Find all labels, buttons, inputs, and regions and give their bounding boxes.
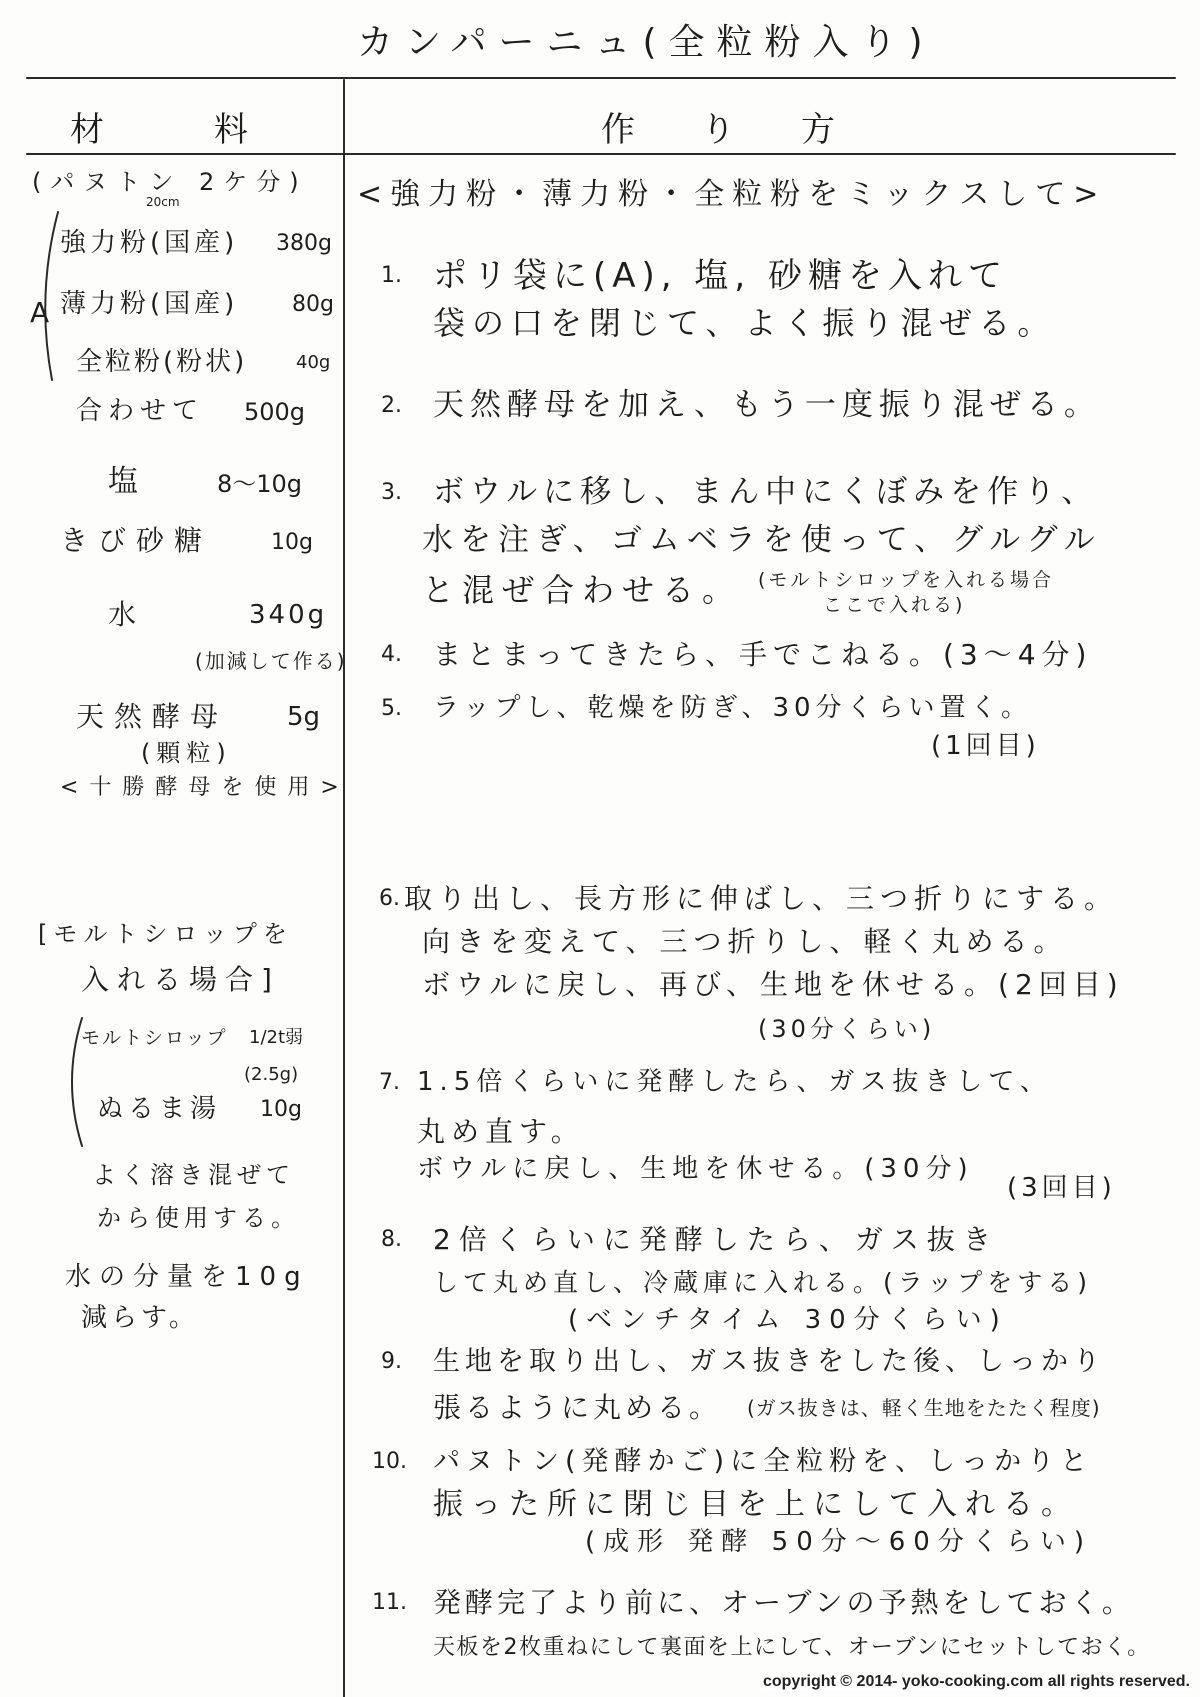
ingredient-amount: 40g <box>296 352 331 373</box>
step-number: 10. <box>372 1449 407 1474</box>
combined-label: 合わせて <box>76 396 205 426</box>
water-adjust-note: 水の分量を10g <box>65 1262 309 1292</box>
malt-heading: [モルトシロップを <box>38 920 293 948</box>
step-line: 袋の口を閉じて、よく振り混ぜる。 <box>433 304 1057 342</box>
step-line: 生地を取り出し、ガス抜きをした後、しっかり <box>433 1346 1105 1377</box>
step-line: ラップし、乾燥を防ぎ、30分くらい置く。 <box>433 693 1033 723</box>
step-number: 6. <box>379 886 400 911</box>
step-note: (モルトシロップを入れる場合 <box>758 569 1055 591</box>
malt-instruction: よく溶き混ぜて <box>92 1161 295 1189</box>
ingredient-amount: 5g <box>287 702 321 732</box>
group-a-label: A <box>30 296 50 329</box>
ingredient-amount: 340g <box>249 600 328 630</box>
malt-heading: 入れる場合] <box>81 963 280 996</box>
step-round-label: (1回目) <box>931 731 1040 761</box>
ingredient-note: (加減して作る) <box>195 649 347 673</box>
step-number: 4. <box>381 642 402 667</box>
step-line: 1.5倍くらいに発酵したら、ガス抜きして、 <box>417 1067 1052 1097</box>
step-round-label: (3回目) <box>1007 1173 1116 1203</box>
step-time-label: (30分くらい) <box>758 1015 936 1043</box>
step-line: 水を注ぎ、ゴムベラを使って、グルグル <box>422 522 1102 558</box>
step-number: 9. <box>381 1349 402 1374</box>
yield: (パヌトン 2ケ分) <box>32 168 308 196</box>
combined-amount: 500g <box>244 398 306 426</box>
step-note: (ガス抜きは、軽く生地をたたく程度) <box>747 1396 1101 1420</box>
ingredient-amount: 8～10g <box>217 470 303 498</box>
step-number: 3. <box>381 480 402 505</box>
ingredient-name: 塩 <box>108 464 138 499</box>
step-number: 11. <box>372 1590 407 1615</box>
page-title: カンパーニュ(全粒粉入り) <box>357 22 935 63</box>
ingredient-name: 水 <box>108 598 137 631</box>
method-header: 作り方 <box>601 110 901 150</box>
step-line: と混ぜ合わせる。 <box>422 571 743 609</box>
step-number: 8. <box>381 1227 402 1252</box>
step-time-label: (ベンチタイム 30分くらい) <box>568 1305 1008 1335</box>
step-line: 向きを変えて、三つ折りし、軽く丸める。 <box>422 925 1068 958</box>
ingredient-subamount: (2.5g) <box>244 1064 299 1085</box>
ingredient-name: 強力粉(国産) <box>60 228 239 258</box>
step-number: 1. <box>381 263 402 288</box>
step-line: 振った所に閉じ目を上にして入れる。 <box>433 1487 1079 1522</box>
ingredient-name: 全粒粉(粉状) <box>76 347 248 377</box>
ingredient-amount: 10g <box>260 1097 302 1122</box>
step-line: 発酵完了より前に、オーブンの予熱をしておく。 <box>433 1586 1134 1619</box>
ingredient-form: (顆粒) <box>141 739 232 767</box>
copyright-notice: copyright © 2014- yoko-cooking.com all rights reserved. <box>762 1673 1190 1690</box>
ingredient-amount: 10g <box>271 530 313 555</box>
ingredient-name: 薄力粉(国産) <box>60 289 239 319</box>
water-adjust-note: 減らす。 <box>81 1303 199 1333</box>
yield-size: 20cm <box>146 195 180 209</box>
ingredient-amount: 380g <box>276 231 332 256</box>
step-line: パヌトン(発酵かご)に全粒粉を、しっかりと <box>433 1446 1094 1477</box>
step-line: ポリ袋に(A), 塩, 砂糖を入れて <box>433 256 1009 296</box>
step-line: ボウルに移し、まん中にくぼみを作り、 <box>433 474 1099 510</box>
step-number: 2. <box>381 393 402 418</box>
step-line: ボウルに戻し、再び、生地を休せる。(2回目) <box>422 968 1124 1001</box>
step-line: して丸め直し、冷蔵庫に入れる。(ラップをする) <box>433 1268 1093 1297</box>
step-line: ボウルに戻し、生地を休せる。(30分) <box>417 1154 974 1184</box>
ingredient-amount: 1/2t弱 <box>249 1027 304 1048</box>
step-line: 天然酵母を加え、もう一度振り混ぜる。 <box>433 387 1101 423</box>
step-line: 取り出し、長方形に伸ばし、三つ折りにする。 <box>404 882 1119 915</box>
step-note: ここで入れる) <box>823 594 966 616</box>
malt-instruction: から使用する。 <box>97 1204 300 1232</box>
ingredient-name: モルトシロップ <box>81 1027 228 1049</box>
step-line: まとまってきたら、手でこねる。(3～4分) <box>433 638 1093 671</box>
ingredients-header: 材料 <box>70 110 358 150</box>
ingredient-name: きび砂糖 <box>60 524 213 557</box>
step-number: 5. <box>381 696 402 721</box>
step-line: 丸め直す。 <box>417 1115 585 1148</box>
ingredient-name: 天然酵母 <box>76 700 229 733</box>
ingredient-note: <十勝酵母を使用> <box>60 775 350 800</box>
step-line: 天板を2枚重ねにして裏面を上にして、オーブンにセットしておく。 <box>433 1635 1151 1660</box>
step-line: 2倍くらいに発酵したら、ガス抜き <box>433 1223 999 1256</box>
step-number: 7. <box>379 1070 400 1095</box>
method-intro: <強力粉・薄力粉・全粒粉をミックスして> <box>357 177 1107 212</box>
ingredient-amount: 80g <box>292 292 334 317</box>
step-line: 張るように丸める。 <box>433 1391 722 1424</box>
step-time-label: (成形 発酵 50分～60分くらい) <box>585 1527 1092 1557</box>
ingredient-name: ぬるま湯 <box>97 1094 222 1124</box>
